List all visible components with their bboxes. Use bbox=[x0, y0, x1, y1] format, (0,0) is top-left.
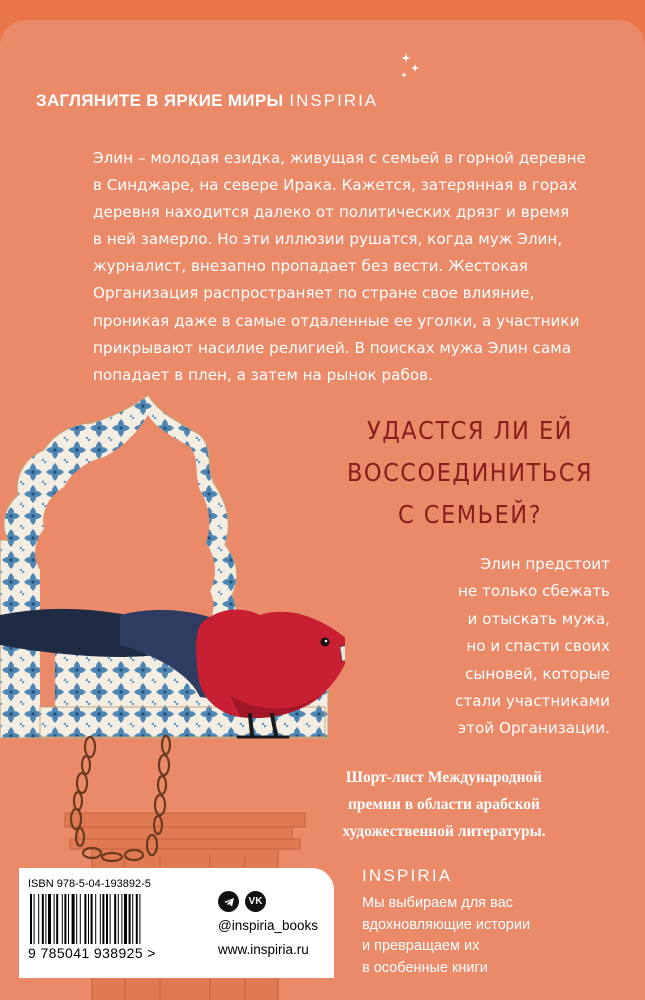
question-line: УДАСТСЯ ЛИ ЕЙ bbox=[367, 416, 573, 445]
annotation-line: в Синджаре, на севере Ирака. Кажется, затерянная в горах bbox=[93, 176, 578, 195]
annotation-line: в ней замерло. Но эти иллюзии рушатся, когда муж Элин, bbox=[93, 230, 563, 249]
barcode-bar bbox=[114, 894, 116, 944]
teaser-text bbox=[330, 551, 610, 743]
tease-line: Элин предстоит bbox=[480, 555, 610, 573]
tease-line: этой Организации. bbox=[457, 719, 610, 738]
tease-line: но и спасти своих bbox=[466, 637, 610, 656]
award-line: художественной литературы. bbox=[342, 823, 546, 840]
social-handle[interactable]: @inspiria_books bbox=[218, 918, 319, 933]
slogan-line: Мы выбираем для вас bbox=[362, 895, 513, 911]
tease-line: и отыскать мужа, bbox=[467, 609, 610, 628]
barcode-bar bbox=[118, 894, 119, 944]
annotation-line: попадает в плен, а затем на рынок рабов. bbox=[93, 365, 433, 384]
series-heading bbox=[36, 91, 378, 111]
barcode-bar bbox=[68, 894, 69, 944]
website-link[interactable]: www.inspiria.ru bbox=[218, 942, 309, 957]
barcode-bar bbox=[136, 894, 138, 944]
annotation-line: Элин – молодая езидка, живущая с семьей в горной деревне bbox=[93, 149, 586, 167]
barcode-bar bbox=[48, 894, 51, 944]
barcode-bar bbox=[88, 894, 89, 944]
barcode-bar bbox=[132, 894, 133, 944]
barcode-bar bbox=[100, 894, 101, 944]
barcode-bar bbox=[76, 894, 77, 944]
slogan-line: вдохновляющие истории bbox=[362, 916, 531, 933]
barcode-bar bbox=[45, 894, 46, 944]
barcode-bar bbox=[62, 894, 63, 944]
barcode-bar bbox=[38, 894, 39, 944]
barcode-bar bbox=[110, 894, 111, 944]
barcode-bar bbox=[30, 894, 32, 944]
barcode-bar bbox=[42, 894, 44, 944]
barcode-bar bbox=[34, 894, 35, 944]
bird-eye bbox=[321, 638, 330, 647]
tagline-question bbox=[300, 410, 640, 536]
tease-line: сыновей, которые bbox=[465, 664, 610, 683]
award-note bbox=[280, 764, 608, 845]
barcode-bar bbox=[84, 894, 86, 944]
isbn-text: ISBN 978-5-04-193892-5 bbox=[28, 878, 151, 890]
annotation-line: деревня находится далеко от политических дрязг и время bbox=[93, 203, 570, 222]
barcode-bar bbox=[56, 894, 58, 944]
annotation-line: журналист, внезапно пропадает без вести. Жестокая bbox=[93, 257, 528, 276]
barcode bbox=[28, 894, 210, 946]
annotation bbox=[93, 145, 593, 389]
barcode-bar bbox=[95, 894, 96, 944]
telegram-icon[interactable] bbox=[218, 891, 239, 912]
barcode-bar bbox=[102, 894, 104, 944]
barcode-bar bbox=[80, 894, 81, 944]
barcode-bar bbox=[64, 894, 66, 944]
barcode-bar bbox=[129, 894, 131, 944]
vk-label: VK bbox=[248, 896, 263, 907]
series-heading-text: ЗАГЛЯНИТЕ В ЯРКИЕ МИРЫ bbox=[36, 91, 284, 110]
annotation-line: прикрывают насилие религией. В поисках мужа Элин сама bbox=[93, 338, 572, 357]
question-line: ВОССОЕДИНИТЬСЯ bbox=[346, 458, 594, 487]
slogan-line: и превращаем их bbox=[362, 938, 480, 954]
annotation-line: проникая даже в самые отдаленные ее уголки, а участники bbox=[93, 311, 580, 330]
barcode-bar bbox=[139, 894, 140, 944]
barcode-bar bbox=[91, 894, 93, 944]
question-line: С СЕМЬЕЙ? bbox=[397, 500, 543, 529]
barcode-bar bbox=[121, 894, 122, 944]
publisher-slogan bbox=[362, 893, 530, 979]
series-brand: INSPIRIA bbox=[289, 91, 379, 110]
slogan-line: в особенные книги bbox=[362, 959, 488, 976]
vk-icon[interactable] bbox=[245, 891, 266, 912]
tease-line: не только сбежать bbox=[457, 582, 610, 601]
award-line: Шорт-лист Международной bbox=[345, 769, 543, 786]
barcode-bar bbox=[54, 894, 55, 944]
sparkles-icon bbox=[394, 52, 424, 82]
annotation-line: Организация распространяет по стране свое влияние, bbox=[93, 284, 535, 303]
barcode-number: 9 785041 938925 > bbox=[28, 945, 156, 961]
publisher-logo: INSPIRIA bbox=[362, 866, 453, 885]
tease-line: стали участниками bbox=[455, 692, 610, 711]
barcode-bar bbox=[106, 894, 108, 944]
barcode-bar bbox=[124, 894, 127, 944]
award-line: премии в области арабской bbox=[348, 796, 540, 813]
barcode-bar bbox=[72, 894, 75, 944]
social-icons bbox=[218, 891, 266, 912]
